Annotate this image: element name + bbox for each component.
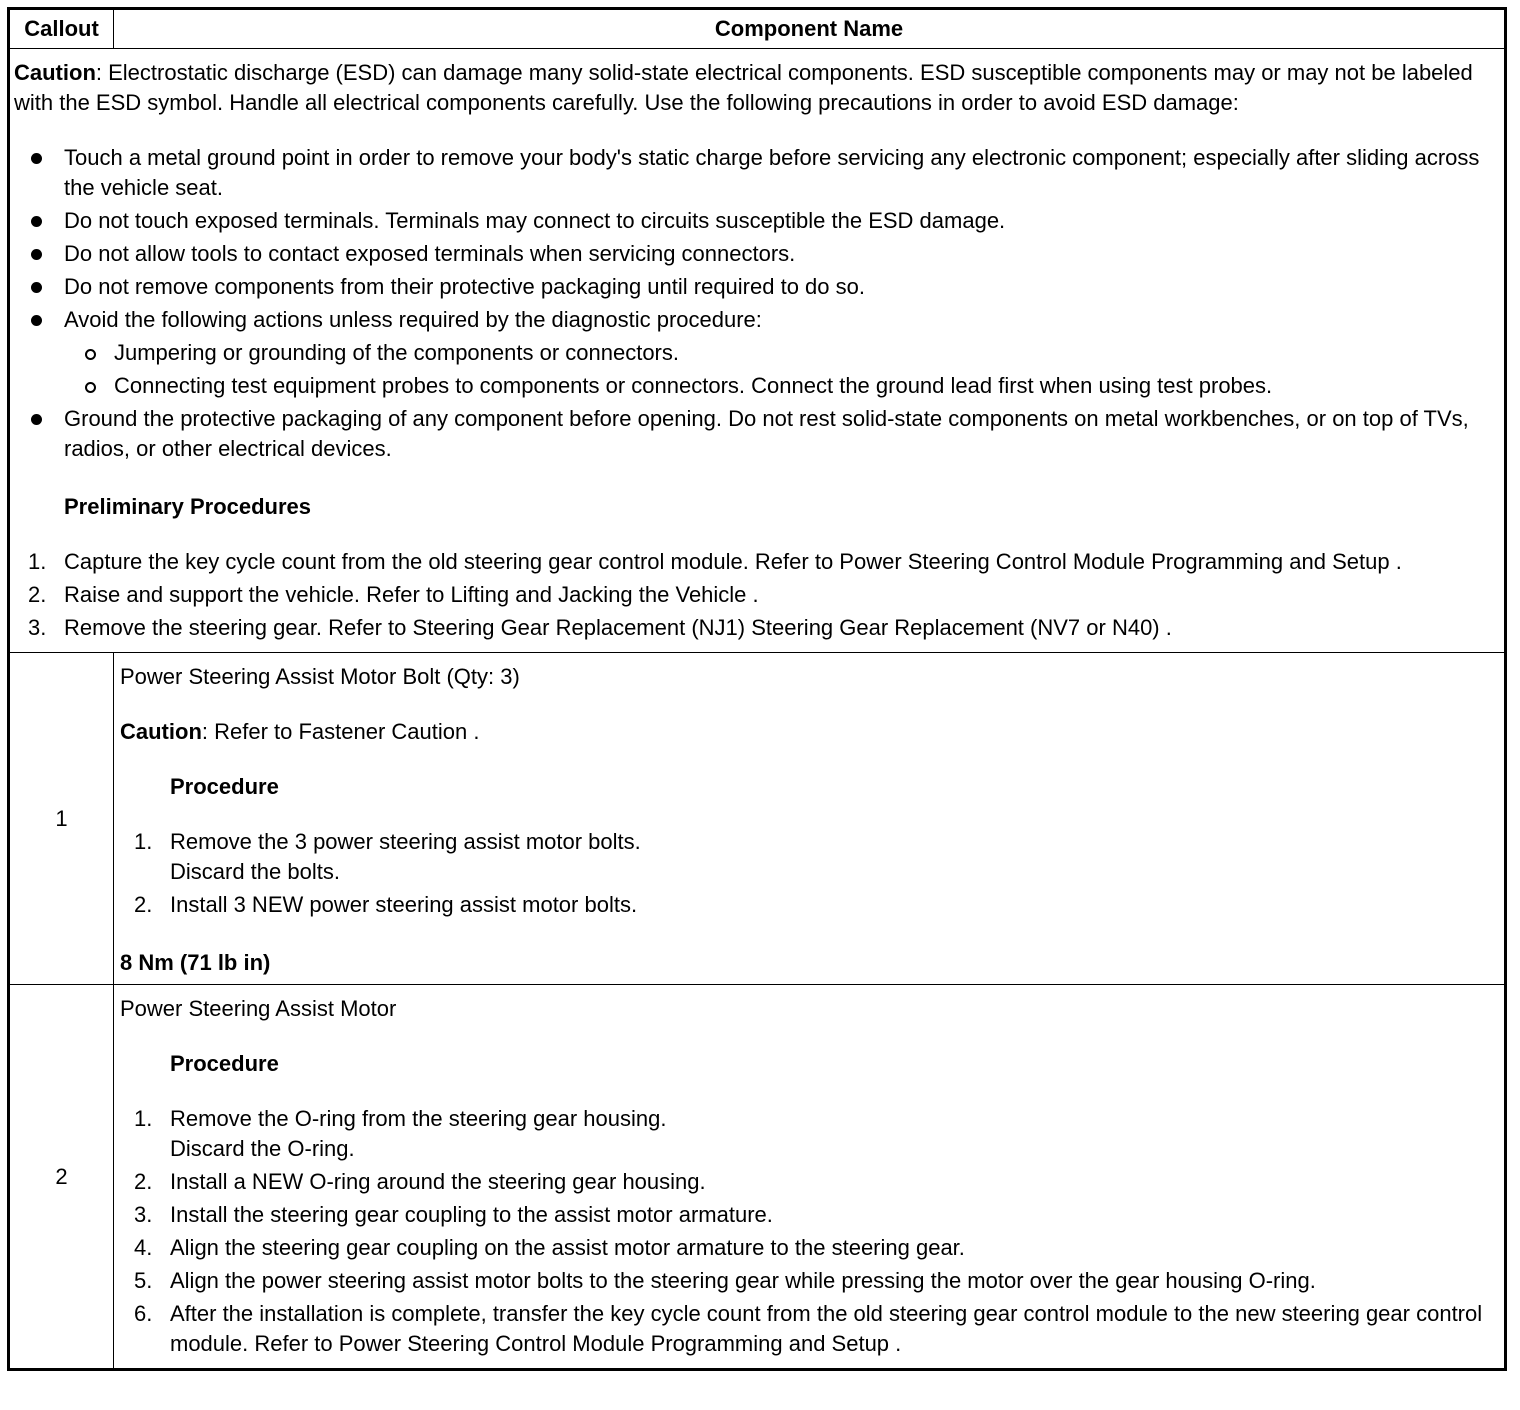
list-item: 2. Raise and support the vehicle. Refer to Lifting and Jacking the Vehicle . [28, 582, 759, 607]
step-text: Raise and support the vehicle. Refer to Lifting and Jacking the Vehicle . [64, 582, 759, 607]
component-name: Power Steering Assist Motor Bolt (Qty: 3) [120, 664, 520, 689]
list-item: 1. Capture the key cycle count from the old steering gear control module. Refer to Power Steering Control Module Programming and Setup . [28, 549, 1402, 574]
step-text: Align the power steering assist motor bolts to the steering gear while pressing the motor over the gear housing O-ring. [170, 1268, 1316, 1293]
header-row [9, 9, 1506, 49]
list-item: 5. Align the power steering assist motor bolts to the steering gear while pressing the motor over the gear housing O-ring. [134, 1268, 1316, 1293]
list-item: Ground the protective packaging of any component before opening. Do not rest solid-state components on metal workbenches, or on top of TVs, radios, or other electrical devices. [14, 404, 1500, 464]
preliminary-steps [14, 547, 1500, 643]
list-item: 1. Remove the O-ring from the steering gear housing. Discard the O-ring. [134, 1106, 667, 1161]
header-component-name: Component Name [114, 9, 1506, 49]
list-item: Do not touch exposed terminals. Terminals may connect to circuits susceptible the ESD damage. [14, 206, 1500, 236]
fastener-caution [120, 717, 1500, 747]
list-item: 3. Install the steering gear coupling to the assist motor armature. [134, 1202, 773, 1227]
sub-list-item: Connecting test equipment probes to components or connectors. Connect the ground lead first when using test probes. [64, 371, 1500, 401]
step-text: Discard the O-ring. [170, 1136, 355, 1161]
step-text: After the installation is complete, transfer the key cycle count from the old steering gear control module to the new steering gear control module. Refer to Power Steering Control Module Programming and Setup . [170, 1301, 1483, 1356]
list-item: 6. After the installation is complete, transfer the key cycle count from the old steering gear control module to the new steering gear control module. Refer to Power Steering Control Module Programming and Setup . [134, 1301, 1483, 1356]
torque-spec: 8 Nm (71 lb in) [120, 950, 271, 975]
procedure-steps [120, 827, 1500, 920]
header-callout: Callout [9, 9, 114, 49]
list-item: 1. Remove the 3 power steering assist motor bolts. Discard the bolts. [134, 829, 641, 884]
procedure-heading: Procedure [170, 1051, 279, 1076]
list-item: 2. Install 3 NEW power steering assist motor bolts. [134, 892, 638, 917]
caution-label: Caution [14, 60, 96, 85]
list-item-text: Avoid the following actions unless required by the diagnostic procedure: [64, 307, 762, 332]
caution-row [9, 49, 1506, 653]
step-text: Remove the O-ring from the steering gear housing. [170, 1106, 667, 1131]
component-name: Power Steering Assist Motor [120, 996, 397, 1021]
esd-caution [14, 58, 1500, 118]
procedure-heading: Procedure [170, 774, 279, 799]
preliminary-procedures-heading: Preliminary Procedures [64, 494, 312, 519]
list-item: Touch a metal ground point in order to remove your body's static charge before servicing any electronic component; especially after sliding across the vehicle seat. [14, 143, 1500, 203]
list-item [14, 305, 1500, 401]
step-text: Install a NEW O-ring around the steering gear housing. [170, 1169, 706, 1194]
esd-precautions-list [14, 143, 1500, 464]
list-item: Do not remove components from their protective packaging until required to do so. [14, 272, 1500, 302]
list-item: 2. Install a NEW O-ring around the steering gear housing. [134, 1169, 706, 1194]
step-text: Discard the bolts. [170, 859, 340, 884]
step-text: Install the steering gear coupling to the assist motor armature. [170, 1202, 773, 1227]
step-text: Remove the 3 power steering assist motor bolts. [170, 829, 641, 854]
caution-text: : Refer to Fastener Caution . [201, 719, 480, 744]
step-text: Capture the key cycle count from the old steering gear control module. Refer to Power Steering Control Module Programming and Setup . [64, 549, 1402, 574]
component-table [7, 7, 1507, 1371]
procedure-steps [120, 1104, 1500, 1359]
table-row [9, 653, 1506, 985]
list-item: 3. Remove the steering gear. Refer to Steering Gear Replacement (NJ1) Steering Gear Replacement (NV7 or N40) . [28, 615, 1172, 640]
step-text: Remove the steering gear. Refer to Steering Gear Replacement (NJ1) Steering Gear Replacement (NV7 or N40) . [64, 615, 1172, 640]
table-row [9, 985, 1506, 1370]
step-text: Install 3 NEW power steering assist motor bolts. [170, 892, 638, 917]
caution-text: : Electrostatic discharge (ESD) can damage many solid-state electrical components. ESD susceptible components may or may not be labeled with the ESD symbol. Handle all electrical components carefully. Use the following precautions in order to avoid ESD damage: [14, 60, 1473, 115]
list-item: Do not allow tools to contact exposed terminals when servicing connectors. [14, 239, 1500, 269]
callout-number: 1 [9, 653, 114, 985]
callout-number: 2 [9, 985, 114, 1370]
sub-list-item: Jumpering or grounding of the components or connectors. [64, 338, 1500, 368]
caution-label: Caution [120, 719, 202, 744]
list-item: 4. Align the steering gear coupling on the assist motor armature to the steering gear. [134, 1235, 965, 1260]
sub-list [64, 338, 1500, 401]
step-text: Align the steering gear coupling on the assist motor armature to the steering gear. [170, 1235, 965, 1260]
